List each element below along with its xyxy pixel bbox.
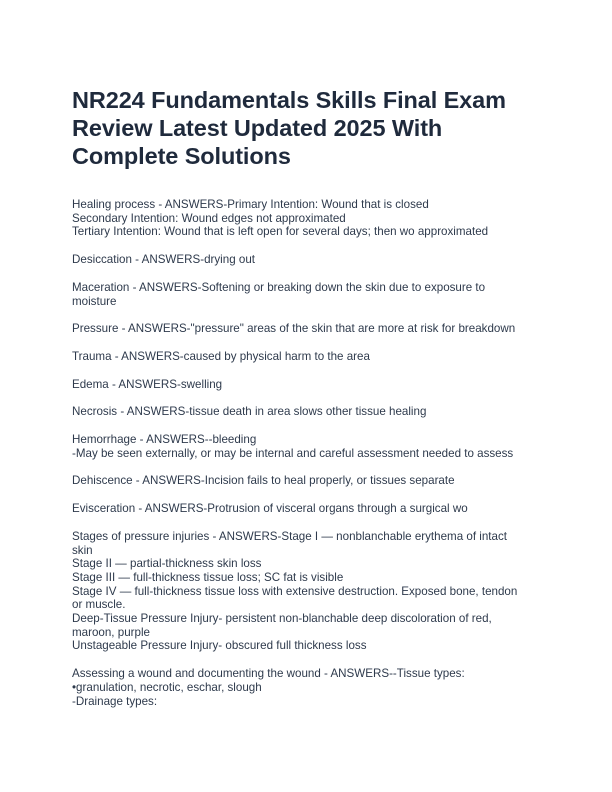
qa-entry bbox=[72, 530, 542, 653]
qa-line: Pressure - ANSWERS-"pressure" areas of the skin that are more at risk for breakdown bbox=[72, 322, 516, 336]
qa-line: •granulation, necrotic, eschar, slough bbox=[72, 680, 262, 694]
qa-entry bbox=[72, 502, 542, 516]
qa-line: Evisceration - ANSWERS-Protrusion of visceral organs through a surgical wo bbox=[72, 502, 468, 516]
qa-line: Stage III — full-thickness tissue loss; SC fat is visible bbox=[72, 570, 344, 584]
qa-line: Necrosis - ANSWERS-tissue death in area slows other tissue healing bbox=[72, 405, 427, 419]
qa-entry bbox=[72, 281, 542, 308]
qa-entry bbox=[72, 198, 542, 239]
qa-line: Secondary Intention: Wound edges not approximated bbox=[72, 211, 346, 225]
qa-line: Stage IV — full-thickness tissue loss with extensive destruction. Exposed bone, tendon bbox=[72, 584, 518, 598]
qa-entry bbox=[72, 378, 542, 392]
qa-line: -Drainage types: bbox=[72, 694, 158, 708]
qa-line: Stages of pressure injuries - ANSWERS-Stage I — nonblanchable erythema of intact bbox=[72, 529, 507, 543]
qa-line: Healing process - ANSWERS-Primary Intention: Wound that is closed bbox=[72, 198, 429, 211]
qa-line: moisture bbox=[72, 294, 117, 308]
qa-entry bbox=[72, 433, 542, 460]
qa-line: Assessing a wound and documenting the wound - ANSWERS--Tissue types: bbox=[72, 667, 465, 681]
qa-line: -May be seen externally, or may be internal and careful assessment needed to assess bbox=[72, 446, 514, 460]
qa-line: Hemorrhage - ANSWERS--bleeding bbox=[72, 433, 257, 447]
qa-line: Tertiary Intention: Wound that is left open for several days; then wo approximated bbox=[72, 225, 489, 239]
qa-line: or muscle. bbox=[72, 598, 126, 612]
qa-line: Dehiscence - ANSWERS-Incision fails to heal properly, or tissues separate bbox=[72, 474, 455, 488]
qa-line: Stage II — partial-thickness skin loss bbox=[72, 557, 262, 571]
qa-entry bbox=[72, 322, 542, 336]
qa-list bbox=[72, 198, 542, 708]
qa-entry bbox=[72, 667, 542, 708]
qa-entry bbox=[72, 253, 542, 267]
qa-line: Deep-Tissue Pressure Injury- persistent non-blanchable deep discoloration of red, bbox=[72, 612, 492, 626]
qa-line: Trauma - ANSWERS-caused by physical harm to the area bbox=[72, 349, 370, 363]
qa-line: maroon, purple bbox=[72, 625, 150, 639]
document-title: NR224 Fundamentals Skills Final Exam Review Latest Updated 2025 With Complete Solutions bbox=[72, 87, 506, 169]
qa-line: skin bbox=[72, 543, 93, 557]
qa-line: Unstageable Pressure Injury- obscured full thickness loss bbox=[72, 639, 367, 653]
qa-line: Maceration - ANSWERS-Softening or breaking down the skin due to exposure to bbox=[72, 280, 486, 294]
qa-entry bbox=[72, 405, 542, 419]
qa-entry bbox=[72, 474, 542, 488]
qa-line: Desiccation - ANSWERS-drying out bbox=[72, 253, 255, 267]
qa-line: Edema - ANSWERS-swelling bbox=[72, 377, 223, 391]
qa-entry bbox=[72, 350, 542, 364]
